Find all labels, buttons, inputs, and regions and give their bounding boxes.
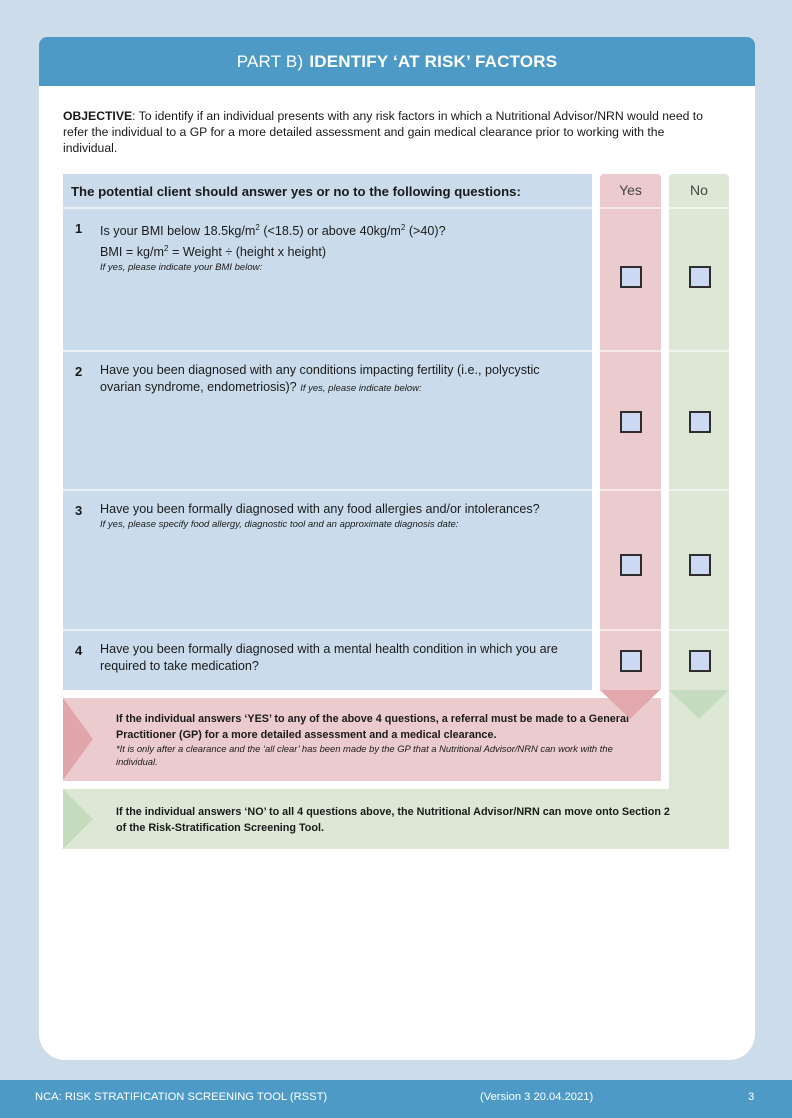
- yes-outcome-text: If the individual answers ‘YES’ to any of the above 4 questions, a referral must be made to a General Practitioner (GP) for a more detailed assessment and a medical clearance.: [116, 713, 629, 741]
- objective-label: OBJECTIVE: [63, 109, 133, 123]
- q4-yes-checkbox[interactable]: [620, 650, 642, 672]
- q4-no-checkbox[interactable]: [689, 650, 711, 672]
- objective-paragraph: [63, 108, 713, 156]
- footer-document-title: NCA: RISK STRATIFICATION SCREENING TOOL (RSST): [35, 1091, 328, 1103]
- section-header: [39, 37, 755, 86]
- footer-page-number: 3: [748, 1091, 755, 1103]
- q1-no-checkbox[interactable]: [689, 266, 711, 288]
- table-instruction: The potential client should answer yes or no to the following questions:: [63, 174, 592, 207]
- question-number: 4: [75, 643, 83, 658]
- no-down-arrow-icon: [669, 690, 729, 719]
- no-outcome-text: If the individual answers ‘NO’ to all 4 questions above, the Nutritional Advisor/NRN can move onto Section 2 of the Risk-Stratification Screening Tool.: [116, 806, 670, 834]
- yes-arrow-icon: [63, 698, 93, 780]
- section-title: IDENTIFY ‘AT RISK’ FACTORS: [309, 51, 558, 71]
- part-label: PART B): [236, 51, 304, 71]
- objective-text: : To identify if an individual presents with any risk factors in which a Nutritional Advisor/NRN would need to refer the individual to a GP for a more detailed assessment and gain medical clearance prior to working with the individual.: [63, 109, 703, 155]
- yes-column-label: Yes: [619, 182, 642, 198]
- question-row-3: [63, 489, 592, 629]
- question-text: Have you been diagnosed with any conditions impacting fertility (i.e., polycystic ovarian syndrome, endometriosis)? If yes, please indicate below:: [100, 363, 540, 394]
- yes-outcome-box: [63, 698, 661, 781]
- question-text: Have you been formally diagnosed with any food allergies and/or intolerances? If yes, please specify food allergy, diagnostic tool and an approximate diagnosis date:: [100, 501, 580, 531]
- footer-version: (Version 3 20.04.2021): [480, 1091, 594, 1103]
- question-note: If yes, please specify food allergy, diagnostic tool and an approximate diagnosis date:: [100, 519, 459, 530]
- yes-down-arrow-icon: [600, 690, 660, 719]
- question-note: If yes, please indicate below:: [300, 383, 422, 394]
- question-number: 2: [75, 364, 83, 379]
- page-footer: [0, 1080, 792, 1118]
- q1-yes-checkbox[interactable]: [620, 266, 642, 288]
- question-number: 3: [75, 503, 83, 518]
- yes-outcome-note: *It is only after a clearance and the ‘all clear’ has been made by the GP that a Nutritional Advisor/NRN can work with the individual.: [116, 743, 613, 767]
- question-number: 1: [75, 221, 83, 236]
- no-column-label: No: [690, 182, 708, 198]
- question-text: Have you been formally diagnosed with a mental health condition in which you are required to take medication?: [100, 642, 558, 673]
- q3-yes-checkbox[interactable]: [620, 554, 642, 576]
- q2-yes-checkbox[interactable]: [620, 411, 642, 433]
- q2-no-checkbox[interactable]: [689, 411, 711, 433]
- question-text: Is your BMI below $18.5kg/m^2$ (<18.5) or above $40kg/m^2$ (>40)? BMI = $kg/m^2$ = Weight ÷ (height x height) If yes, please indicate your BMI below:: [100, 219, 580, 274]
- no-arrow-icon: [63, 789, 93, 849]
- question-note: If yes, please indicate your BMI below:: [100, 262, 263, 274]
- question-row-1: [63, 207, 592, 350]
- no-outcome-box: [63, 789, 729, 849]
- question-row-4: [63, 629, 592, 690]
- question-row-2: [63, 350, 592, 489]
- q3-no-checkbox[interactable]: [689, 554, 711, 576]
